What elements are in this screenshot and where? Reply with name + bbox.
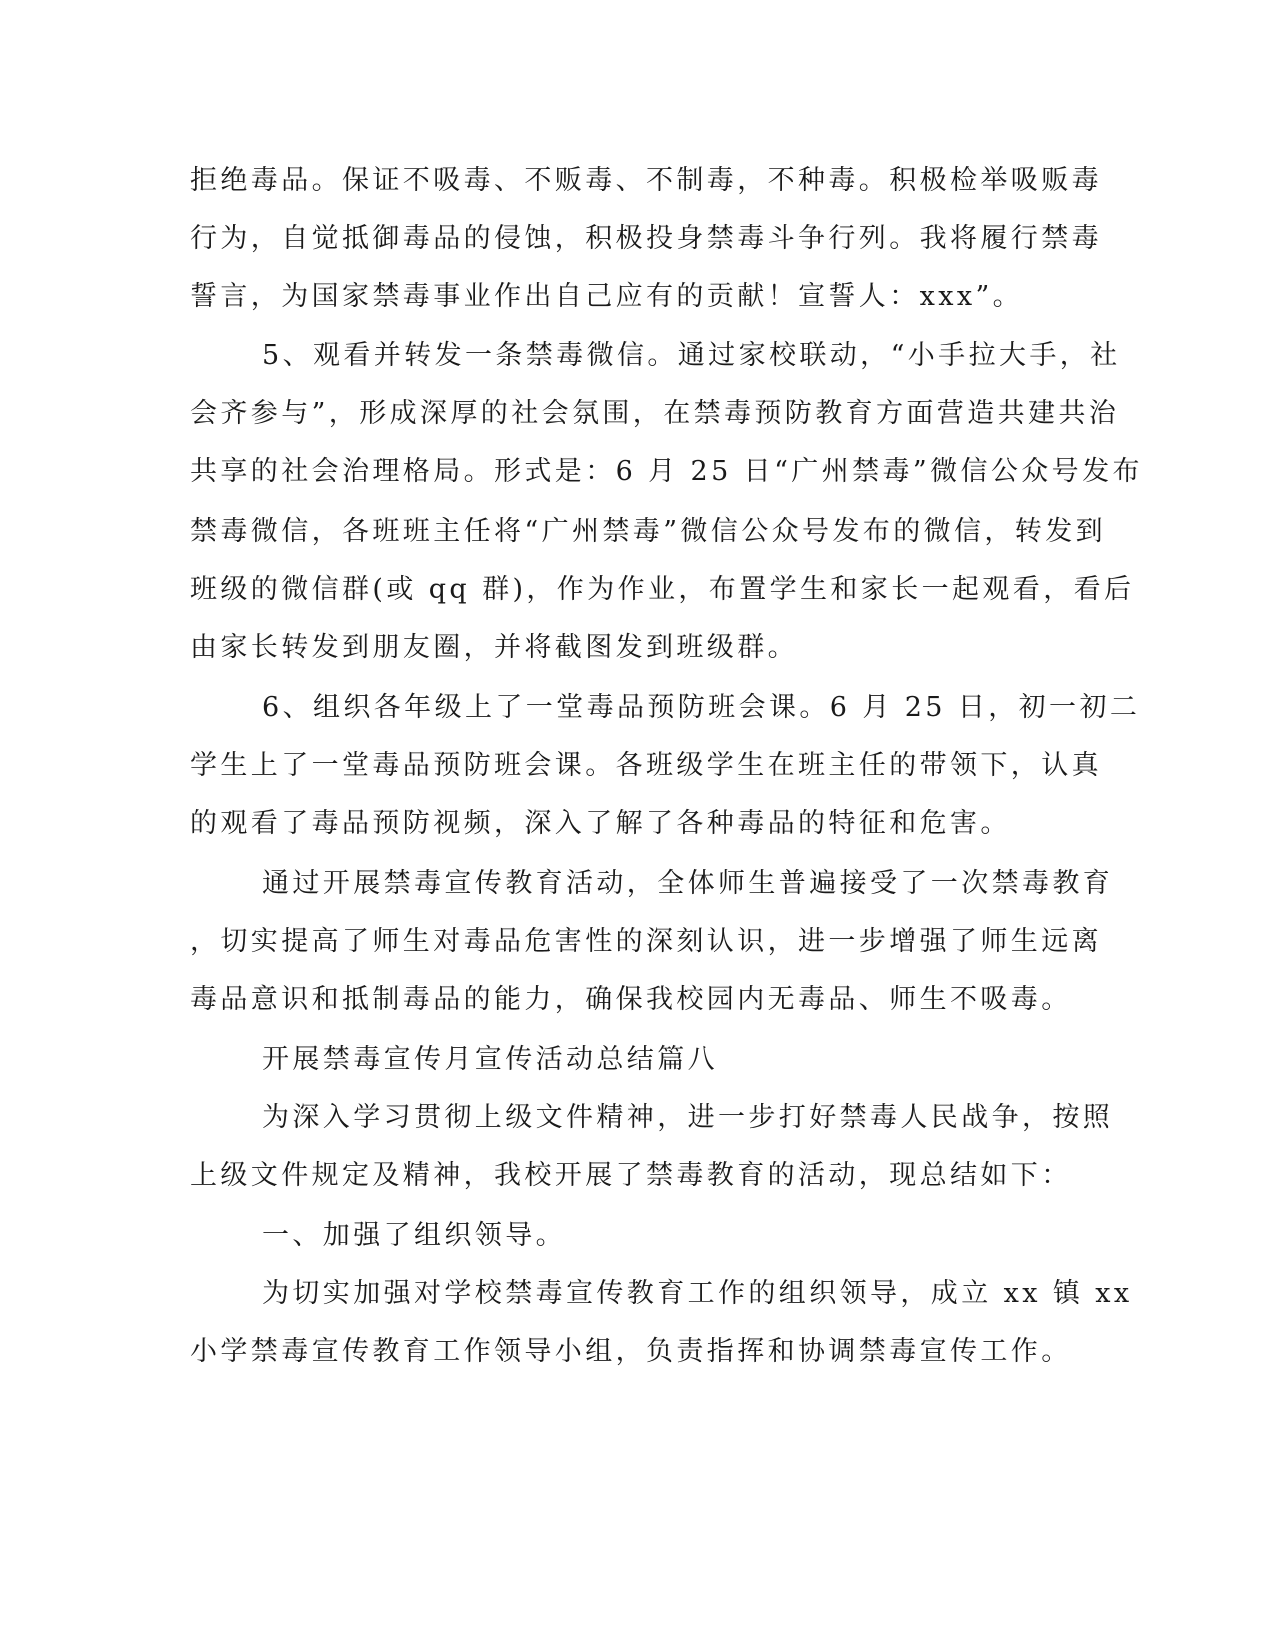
text-line: 会齐参与”，形成深厚的社会氛围，在禁毒预防教育方面营造共建共治 — [190, 398, 1120, 429]
text-line: ，切实提高了师生对毒品危害性的深刻认识，进一步增强了师生远离 — [190, 926, 1102, 957]
text-line: 学生上了一堂毒品预防班会课。各班级学生在班主任的带领下，认真 — [190, 750, 1102, 781]
subsection-heading: 一、加强了组织领导。 — [262, 1220, 566, 1251]
paragraph-start-line: 5、观看并转发一条禁毒微信。通过家校联动，“小手拉大手，社 — [262, 340, 1121, 371]
section-heading: 开展禁毒宣传月宣传活动总结篇八 — [262, 1044, 718, 1075]
text-line: 上级文件规定及精神，我校开展了禁毒教育的活动，现总结如下： — [190, 1160, 1072, 1191]
paragraph-start-line: 为切实加强对学校禁毒宣传教育工作的组织领导，成立 xx 镇 xx — [262, 1278, 1133, 1309]
text-line: 共享的社会治理格局。形式是：6 月 25 日“广州禁毒”微信公众号发布 — [190, 456, 1143, 487]
text-line: 誓言，为国家禁毒事业作出自己应有的贡献！宣誓人：xxx”。 — [190, 281, 1024, 312]
paragraph-start-line: 为深入学习贯彻上级文件精神，进一步打好禁毒人民战争，按照 — [262, 1102, 1114, 1133]
text-line: 禁毒微信，各班班主任将“广州禁毒”微信公众号发布的微信，转发到 — [190, 516, 1107, 547]
text-line: 小学禁毒宣传教育工作领导小组，负责指挥和协调禁毒宣传工作。 — [190, 1336, 1072, 1367]
text-line: 班级的微信群(或 qq 群)，作为作业，布置学生和家长一起观看，看后 — [190, 574, 1135, 605]
text-line: 的观看了毒品预防视频，深入了解了各种毒品的特征和危害。 — [190, 808, 1011, 839]
text-line: 拒绝毒品。保证不吸毒、不贩毒、不制毒，不种毒。积极检举吸贩毒 — [190, 165, 1102, 196]
paragraph-start-line: 6、组织各年级上了一堂毒品预防班会课。6 月 25 日，初一初二 — [262, 692, 1141, 723]
text-line: 行为，自觉抵御毒品的侵蚀，积极投身禁毒斗争行列。我将履行禁毒 — [190, 223, 1102, 254]
paragraph-start-line: 通过开展禁毒宣传教育活动，全体师生普遍接受了一次禁毒教育 — [262, 868, 1114, 899]
text-line: 毒品意识和抵制毒品的能力，确保我校园内无毒品、师生不吸毒。 — [190, 984, 1072, 1015]
text-line: 由家长转发到朋友圈，并将截图发到班级群。 — [190, 632, 798, 663]
